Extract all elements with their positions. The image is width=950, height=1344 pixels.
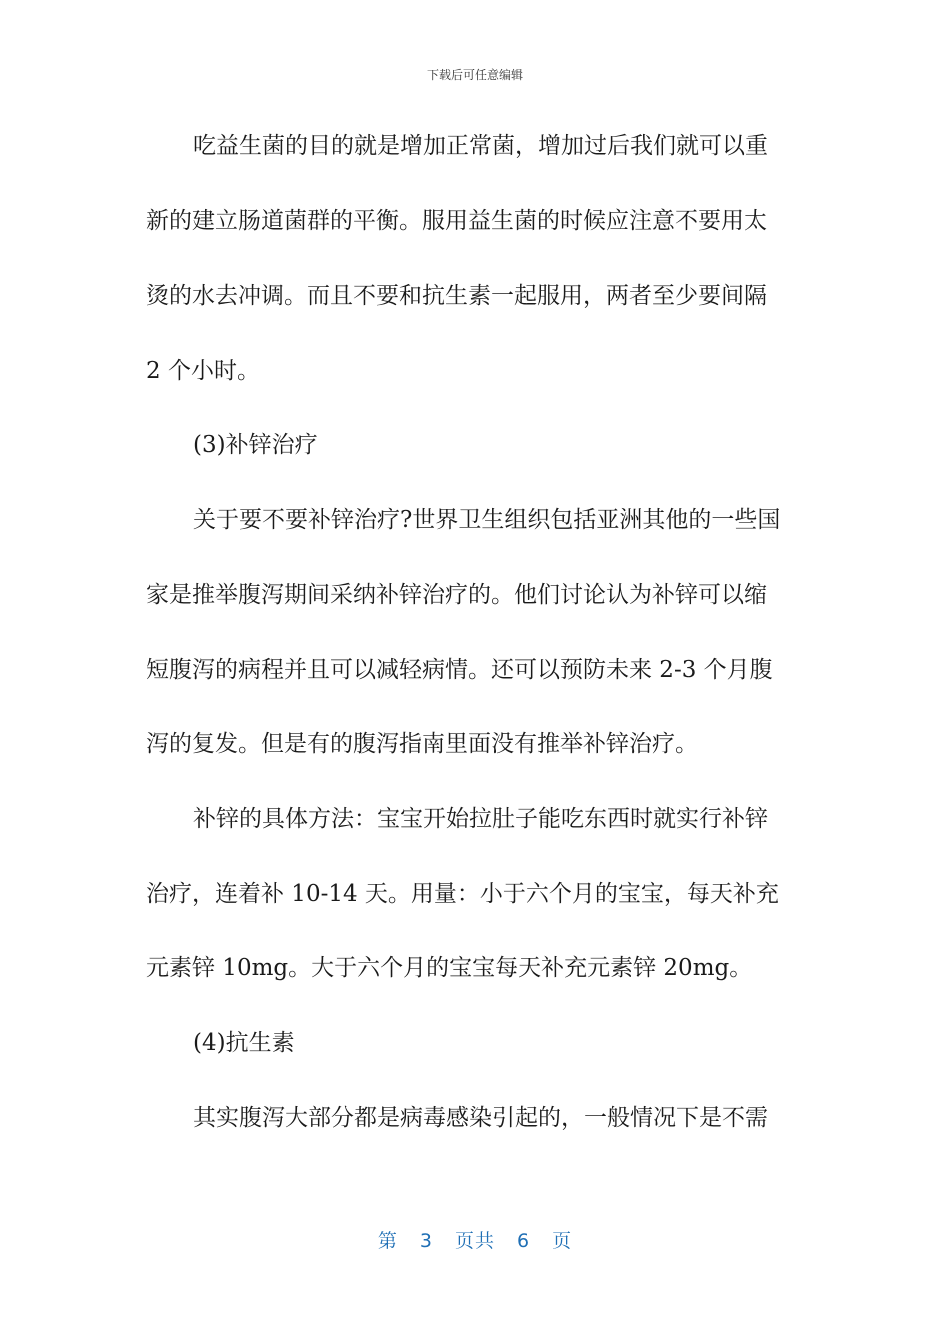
text-line: 元素锌 10mg。大于六个月的宝宝每天补充元素锌 20mg。 bbox=[146, 955, 753, 981]
text-line: 治疗，连着补 10-14 天。用量：小于六个月的宝宝，每天补充 bbox=[146, 881, 779, 907]
text-line: 新的建立肠道菌群的平衡。服用益生菌的时候应注意不要用太 bbox=[146, 208, 767, 234]
page-header-note: 下载后可任意编辑 bbox=[426, 68, 523, 82]
section-heading: (4)抗生素 bbox=[193, 1030, 295, 1056]
footer-middle: 页共 bbox=[454, 1230, 495, 1252]
text-line: 吃益生菌的目的就是增加正常菌，增加过后我们就可以重 bbox=[193, 133, 768, 159]
total-page-number: 6 bbox=[517, 1230, 531, 1252]
text-line: 烫的水去冲调。而且不要和抗生素一起服用，两者至少要间隔 bbox=[146, 283, 767, 309]
text-line: 其实腹泻大部分都是病毒感染引起的，一般情况下是不需 bbox=[193, 1105, 768, 1131]
current-page-number: 3 bbox=[419, 1230, 433, 1252]
page-number-footer bbox=[0, 1226, 950, 1253]
text-line: 短腹泻的病程并且可以减轻病情。还可以预防未来 2-3 个月腹 bbox=[146, 657, 773, 683]
text-line: 家是推举腹泻期间采纳补锌治疗的。他们讨论认为补锌可以缩 bbox=[146, 582, 767, 608]
footer-prefix: 第 bbox=[377, 1230, 398, 1252]
footer-suffix: 页 bbox=[552, 1230, 573, 1252]
text-line: 泻的复发。但是有的腹泻指南里面没有推举补锌治疗。 bbox=[146, 731, 698, 757]
text-line: 2 个小时。 bbox=[146, 358, 260, 384]
text-line: 关于要不要补锌治疗?世界卫生组织包括亚洲其他的一些国 bbox=[193, 507, 781, 533]
text-line: 补锌的具体方法：宝宝开始拉肚子能吃东西时就实行补锌 bbox=[193, 806, 768, 832]
section-heading: (3)补锌治疗 bbox=[193, 432, 318, 458]
